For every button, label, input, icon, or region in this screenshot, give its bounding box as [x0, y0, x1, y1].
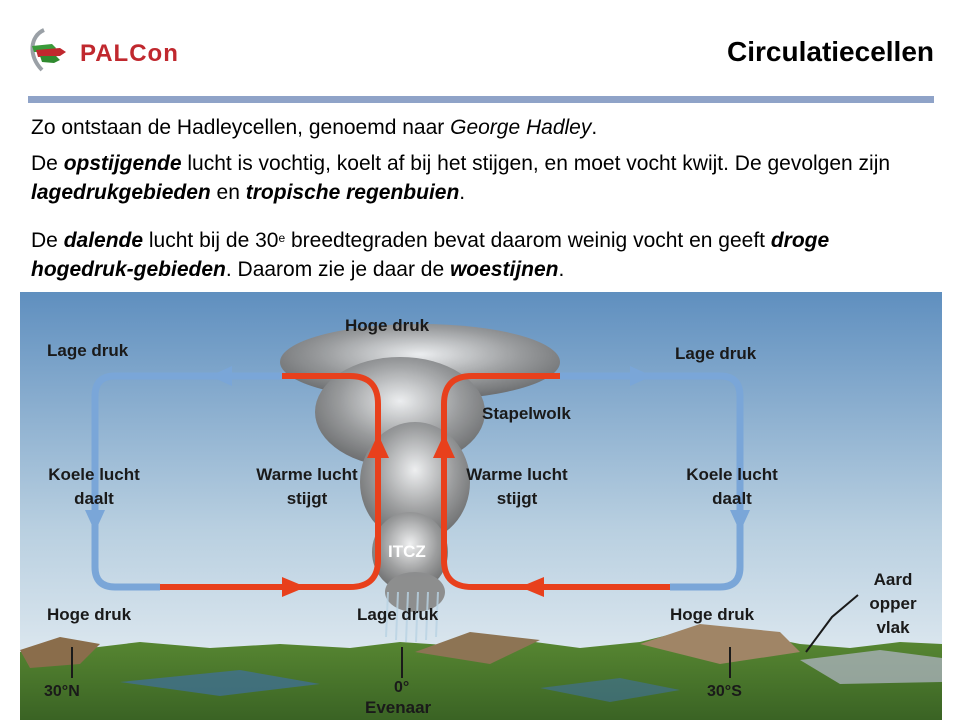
label-lage-druk-left: Lage druk — [47, 341, 129, 360]
p3-text-a: De — [31, 229, 64, 252]
p1-text-b: George Hadley — [450, 116, 592, 139]
label-lage-druk-right: Lage druk — [675, 344, 757, 363]
paragraph-dalende — [31, 226, 936, 284]
label-warme-lucht-right — [454, 463, 580, 511]
p1-text-c: . — [591, 116, 598, 139]
p3-text-g: woestijnen — [449, 258, 559, 281]
p3-text-c: lucht bij de 30 — [143, 229, 279, 252]
warme-left-line1: Warme lucht — [256, 465, 358, 484]
koele-right-line1: Koele lucht — [686, 465, 778, 484]
aard-line2: opper — [869, 594, 917, 613]
label-lat-0: 0° — [394, 679, 410, 696]
koele-left-line2: daalt — [74, 489, 114, 508]
p3-text-d: breedtegraden bevat daarom weinig vocht en geeft — [285, 229, 771, 252]
p3-text-h: . — [558, 258, 565, 281]
title-divider — [28, 96, 934, 103]
p3-text-e: droge hogedruk-gebieden — [31, 229, 830, 281]
label-lat-30s: 30°S — [707, 683, 742, 700]
p2-text-g: . — [459, 181, 466, 204]
label-itcz: ITCZ — [388, 542, 426, 561]
paragraph-hadley — [31, 113, 936, 142]
p2-text-b: opstijgende — [63, 152, 182, 175]
p3-sup: e — [278, 231, 286, 245]
warme-left-line2: stijgt — [286, 489, 328, 508]
label-koele-lucht-right — [670, 463, 794, 511]
aard-line1: Aard — [873, 570, 913, 589]
p2-text-c: lucht is vochtig, koelt af bij het stijgen, en moet vocht kwijt. De gevolgen zijn — [181, 152, 891, 175]
warme-right-line2: stijgt — [496, 489, 538, 508]
label-hoge-druk-left: Hoge druk — [47, 605, 132, 624]
warme-right-line1: Warme lucht — [466, 465, 568, 484]
label-evenaar: Evenaar — [365, 698, 432, 717]
aard-line3: vlak — [876, 618, 910, 637]
palcon-logo — [26, 26, 216, 76]
koele-right-line2: daalt — [712, 489, 752, 508]
label-koele-lucht-left — [34, 463, 154, 511]
p3-text-b: dalende — [63, 229, 144, 252]
logo-text: PALCon — [80, 40, 179, 67]
page-title: Circulatiecellen — [727, 36, 934, 67]
label-stapelwolk: Stapelwolk — [482, 404, 571, 423]
label-lat-30n: 30°N — [44, 683, 80, 700]
p2-text-e: en — [210, 181, 246, 204]
p2-text-a: De — [31, 152, 64, 175]
label-hoge-druk-top: Hoge druk — [345, 316, 430, 335]
label-warme-lucht-left — [244, 463, 370, 511]
logo-hands-icon — [26, 26, 86, 76]
label-aardoppervlak — [858, 568, 928, 640]
p2-text-d: lagedrukgebieden — [31, 181, 211, 204]
p3-text-f: . Daarom zie je daar de — [225, 258, 450, 281]
koele-left-line1: Koele lucht — [48, 465, 140, 484]
p2-text-f: tropische regenbuien — [245, 181, 460, 204]
p1-text-a: Zo ontstaan de Hadleycellen, genoemd naar — [31, 116, 451, 139]
label-hoge-druk-right: Hoge druk — [670, 605, 755, 624]
hadley-cell-diagram — [20, 292, 942, 720]
paragraph-opstijgende — [31, 149, 936, 207]
label-lage-druk-center: Lage druk — [357, 605, 439, 624]
